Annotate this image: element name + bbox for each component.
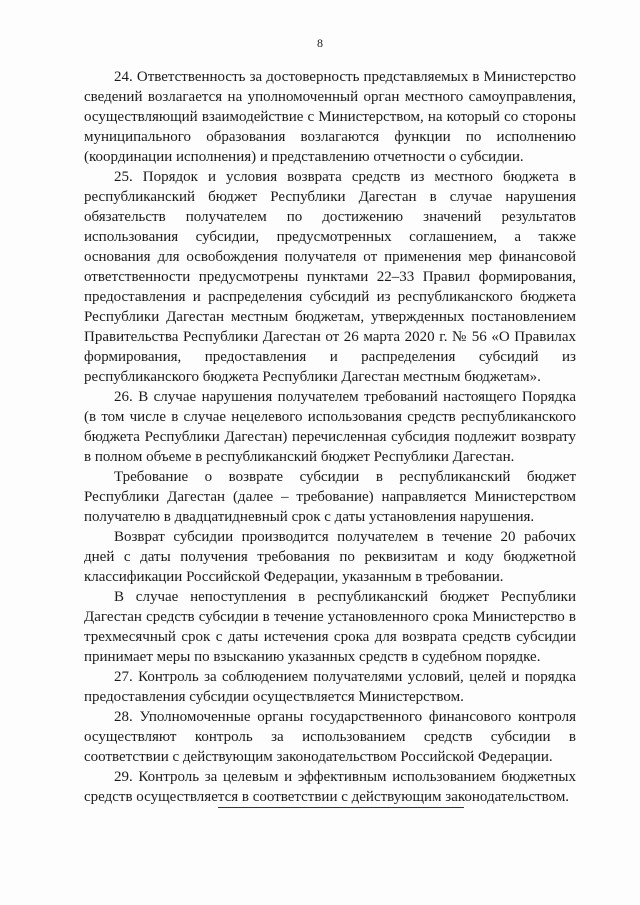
paragraph-29: 29. Контроль за целевым и эффективным использованием бюджетных средств осуществляется в соответствии с действующим законодательством.: [84, 769, 576, 805]
page-number: 8: [317, 36, 323, 50]
paragraph-26-recovery: В случае непоступления в республиканский бюджет Республики Дагестан средств субсидии в течение установленного срока Министерство в трехмесячный срок с даты истечения срока для возврата средств субсидии принимает меры по взысканию указанных средств в судебном порядке.: [84, 589, 576, 665]
end-divider-line: [218, 807, 464, 808]
document-body: [84, 67, 576, 807]
paragraph-28: 28. Уполномоченные органы государственного финансового контроля осуществляют контроль за использованием средств субсидии в соответствии с действующим законодательством Российской Федерации.: [84, 709, 576, 765]
paragraph-26-refund: Возврат субсидии производится получателем в течение 20 рабочих дней с даты получения требования по реквизитам и коду бюджетной классификации Российской Федерации, указанным в требовании.: [84, 529, 576, 585]
paragraph-26-requirement: Требование о возврате субсидии в республиканский бюджет Республики Дагестан (далее – требование) направляется Министерством получателю в двадцатидневный срок с даты установления нарушения.: [84, 469, 576, 525]
paragraph-25: 25. Порядок и условия возврата средств из местного бюджета в республиканский бюджет Республики Дагестан в случае нарушения обязательств получателем по достижению значений результатов использования субсидии, предусмотренных соглашением, а также основания для освобождения получателя от применения мер финансовой ответственности предусмотрены пунктами 22–33 Правил формирования, предоставления и распределения субсидий из республиканского бюджета Республики Дагестан местным бюджетам, утвержденных постановлением Правительства Республики Дагестан от 26 марта 2020 г. № 56 «О Правилах формирования, предоставления и распределения субсидий из республиканского бюджета Республики Дагестан местным бюджетам».: [84, 169, 576, 385]
paragraph-26: 26. В случае нарушения получателем требований настоящего Порядка (в том числе в случае нецелевого использования средств республиканского бюджета Республики Дагестан) перечисленная субсидия подлежит возврату в полном объеме в республиканский бюджет Республики Дагестан.: [84, 389, 576, 465]
paragraph-27: 27. Контроль за соблюдением получателями условий, целей и порядка предоставления субсидии осуществляется Министерством.: [84, 669, 576, 705]
paragraph-24: 24. Ответственность за достоверность представляемых в Министерство сведений возлагается на уполномоченный орган местного самоуправления, осуществляющий взаимодействие с Министерством, на который со стороны муниципального образования возлагаются функции по исполнению (координации исполнения) и представлению отчетности о субсидии.: [84, 69, 576, 165]
